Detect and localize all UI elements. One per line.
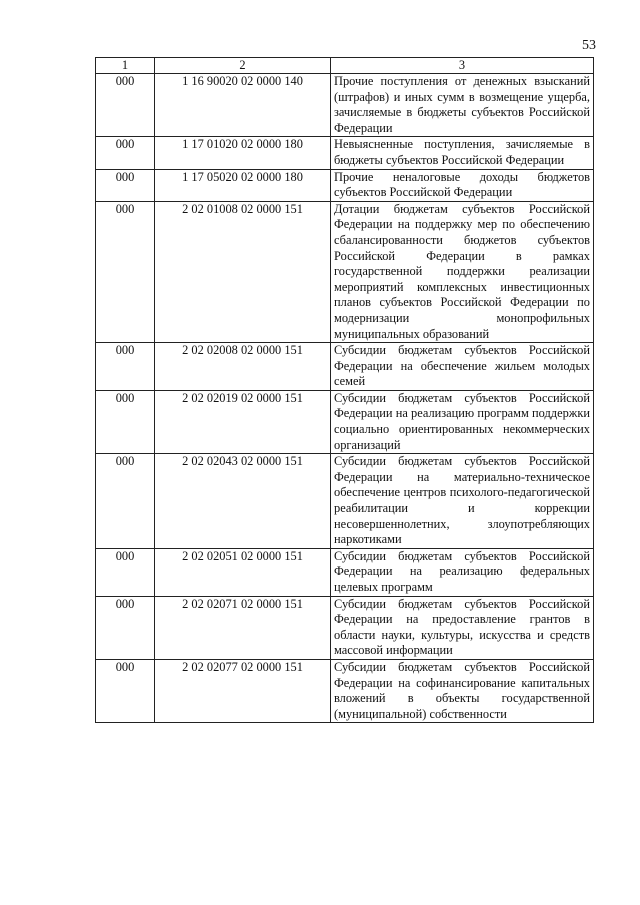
revenue-name-cell: Невыясненные поступления, зачисляемые в бюджеты субъектов Российской Федерации (331, 137, 594, 169)
table-row (96, 201, 594, 342)
column-header-3: 3 (331, 58, 594, 74)
table-header-row (96, 58, 594, 74)
table-row (96, 343, 594, 391)
admin-code-cell: 000 (96, 74, 155, 137)
column-header-1: 1 (96, 58, 155, 74)
revenue-name-cell: Субсидии бюджетам субъектов Российской Федерации на обеспечение жильем молодых семей (331, 343, 594, 391)
budget-code-cell: 1 17 05020 02 0000 180 (155, 169, 331, 201)
table-row (96, 390, 594, 453)
budget-classification-table (95, 57, 594, 723)
revenue-name-cell: Прочие поступления от денежных взысканий (штрафов) и иных сумм в возмещение ущерба, зачисляемые в бюджеты субъектов Российской Федерации (331, 74, 594, 137)
table-row (96, 596, 594, 659)
page-number: 53 (582, 38, 596, 53)
admin-code-cell: 000 (96, 390, 155, 453)
revenue-name-cell: Субсидии бюджетам субъектов Российской Федерации на софинансирование капитальных вложений в объекты государственной (муниципальной) собственности (331, 659, 594, 722)
table-row (96, 137, 594, 169)
admin-code-cell: 000 (96, 343, 155, 391)
column-header-2: 2 (155, 58, 331, 74)
budget-code-cell: 2 02 02071 02 0000 151 (155, 596, 331, 659)
budget-code-cell: 1 16 90020 02 0000 140 (155, 74, 331, 137)
revenue-name-cell: Прочие неналоговые доходы бюджетов субъектов Российской Федерации (331, 169, 594, 201)
budget-code-cell: 2 02 02077 02 0000 151 (155, 659, 331, 722)
admin-code-cell: 000 (96, 137, 155, 169)
budget-code-cell: 2 02 02043 02 0000 151 (155, 454, 331, 549)
admin-code-cell: 000 (96, 596, 155, 659)
table-row (96, 548, 594, 596)
revenue-name-cell: Субсидии бюджетам субъектов Российской Федерации на реализацию федеральных целевых программ (331, 548, 594, 596)
budget-code-cell: 1 17 01020 02 0000 180 (155, 137, 331, 169)
admin-code-cell: 000 (96, 659, 155, 722)
admin-code-cell: 000 (96, 548, 155, 596)
revenue-name-cell: Дотации бюджетам субъектов Российской Федерации на поддержку мер по обеспечению сбалансированности бюджетов субъектов Российской Федерации в рамках государственной поддержки реализации мероприятий комплексных инвестиционных планов субъектов Российской Федерации по модернизации монопрофильных муниципальных образований (331, 201, 594, 342)
table-row (96, 659, 594, 722)
revenue-name-cell: Субсидии бюджетам субъектов Российской Федерации на реализацию программ поддержки социально ориентированных некоммерческих организаций (331, 390, 594, 453)
budget-code-cell: 2 02 02008 02 0000 151 (155, 343, 331, 391)
revenue-name-cell: Субсидии бюджетам субъектов Российской Федерации на предоставление грантов в области науки, культуры, искусства и средств массовой информации (331, 596, 594, 659)
table-row (96, 74, 594, 137)
admin-code-cell: 000 (96, 201, 155, 342)
table-row (96, 169, 594, 201)
revenue-name-cell: Субсидии бюджетам субъектов Российской Федерации на материально-техническое обеспечение центров психолого-педагогической реабилитации и коррекции несовершеннолетних, злоупотребляющих наркотиками (331, 454, 594, 549)
budget-code-cell: 2 02 01008 02 0000 151 (155, 201, 331, 342)
budget-code-cell: 2 02 02019 02 0000 151 (155, 390, 331, 453)
admin-code-cell: 000 (96, 454, 155, 549)
budget-code-cell: 2 02 02051 02 0000 151 (155, 548, 331, 596)
admin-code-cell: 000 (96, 169, 155, 201)
table-row (96, 454, 594, 549)
